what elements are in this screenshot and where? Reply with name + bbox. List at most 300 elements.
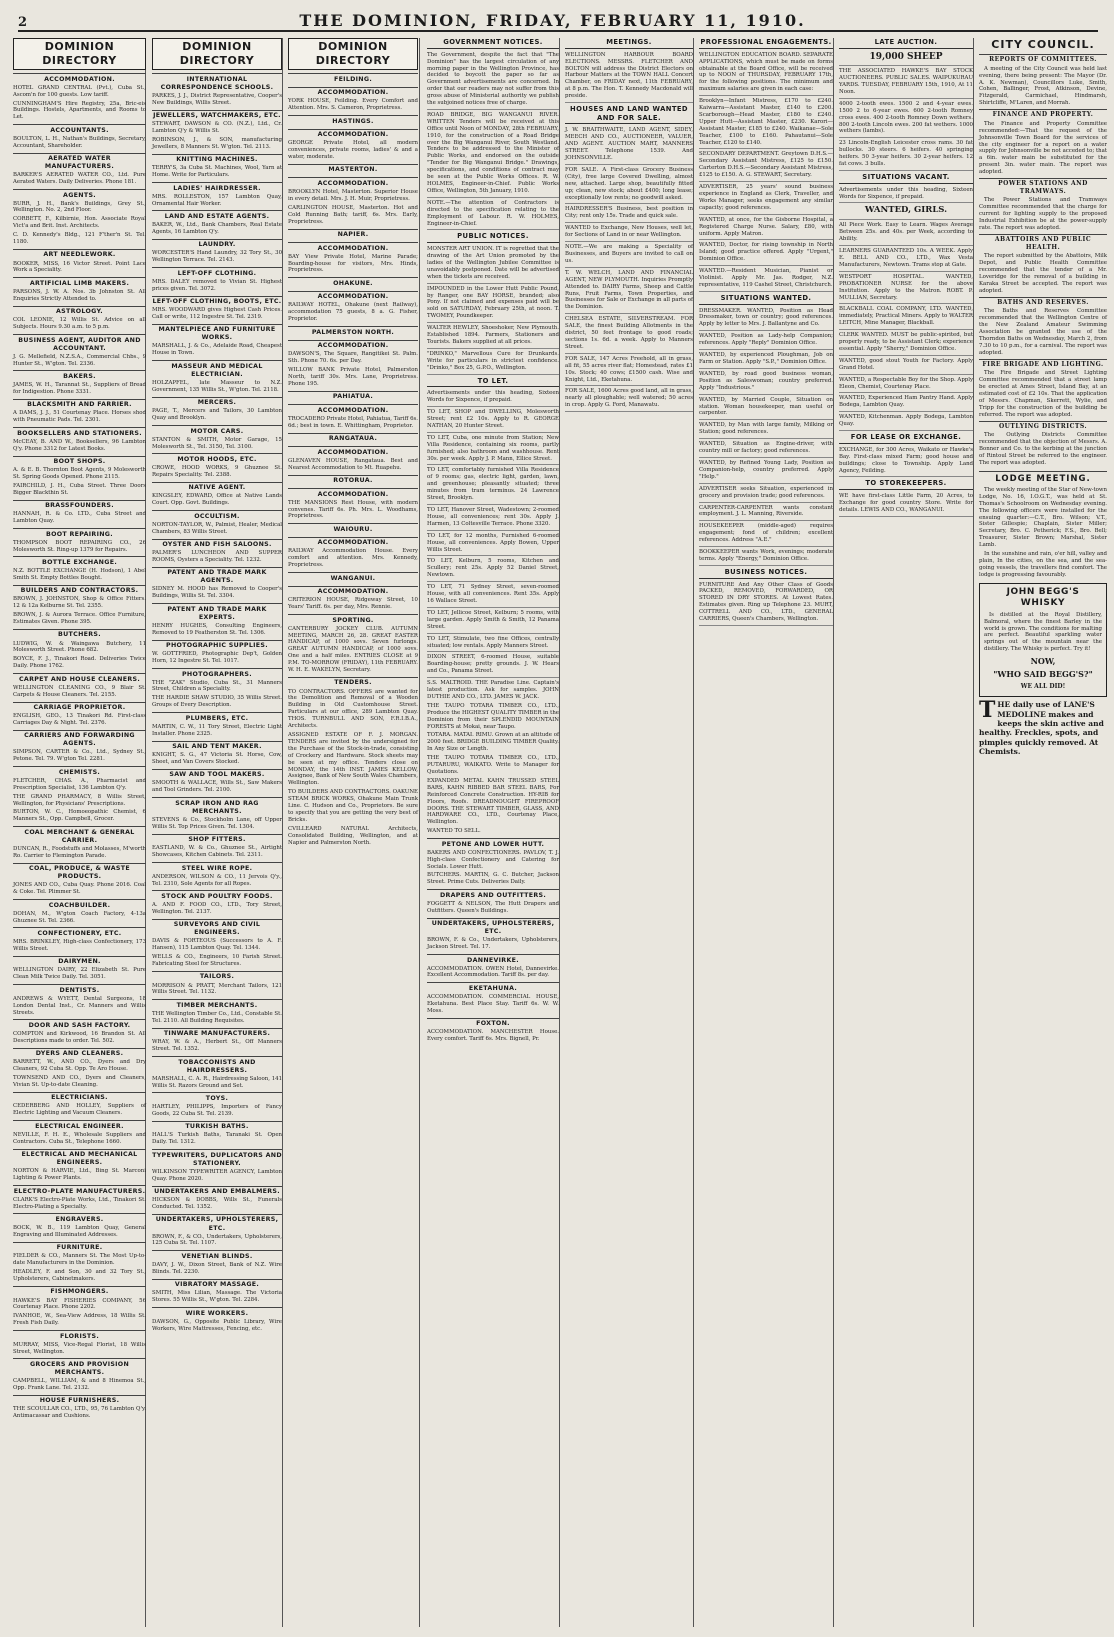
whisky-advertisement xyxy=(979,583,1107,698)
directory-section-heading: ACCOMMODATION. xyxy=(288,446,418,457)
directory-section-heading: ACCOUNTANTS. xyxy=(13,124,146,135)
directory-section-heading: ENGRAVERS. xyxy=(13,1213,146,1224)
directory-section-heading: RANGATAUA. xyxy=(288,433,418,444)
directory-section-heading: BOOT REPAIRING. xyxy=(13,528,146,539)
classified-ad: "DRINKO," Marvellous Cure for Drunkards. Write for particulars in strictest confidence. "Drinko," Box 25, G.P.O., Wellington. xyxy=(427,351,559,375)
directory-listing: HANNAH, R. & Co. LTD., Cuba Street and Lambton Quay. xyxy=(13,511,146,525)
directory-section-heading: MASSEUR AND MEDICAL ELECTRICIAN. xyxy=(152,360,282,379)
classified-ad: WALTER HEWLEY, Shoeshoker, New Plymouth. Established 1894. Farmers, Stationers and Tourists. Bakers supplied at all prices. xyxy=(427,325,559,349)
directory-listing: BROWN, F., & CO., Undertakers, Upholsterers, 125 Cuba St. Tel. 1107. xyxy=(152,1233,282,1247)
directory-listing: SMITH, Miss Lilian, Massage. The Victoria Stores. 55 Willis St., W'gton. Tel. 2284. xyxy=(152,1290,282,1304)
directory-listing: CANTERBURY JOCKEY CLUB. AUTUMN MEETING, MARCH 26, 28. GREAT EASTER HANDICAP, of 1000 sovs. Seven furlongs. GREAT AUTUMN HANDICAP, of 1000 sovs. One and a half miles. ENTRIES CLOSE at 9 P.M. TO-MORROW (FRIDAY), 11th FEBRUARY. W. H. E. WAKELYN, Secretary. xyxy=(288,625,418,674)
situations-vacant-heading: SITUATIONS VACANT. xyxy=(839,173,973,184)
directory-section-heading: ACCOMMODATION. xyxy=(288,537,418,548)
directory-section-heading: LAUNDRY. xyxy=(152,239,282,250)
directory-listing: WELLINGTON CLEANING CO., 9 Blair St. Carpets & House Cleaners. Tel. 2155. xyxy=(13,684,146,698)
directory-section-heading: OYSTER AND FISH SALOONS. xyxy=(152,539,282,550)
directory-listing: HENRY HUGHES, Consulting Engineers, Removed to 19 Featherston St. Tel. 1306. xyxy=(152,622,282,636)
directory-sections xyxy=(152,73,282,1332)
lodge-meeting-title: LODGE MEETING. xyxy=(979,471,1107,485)
directory-listing: CRITERION HOUSE, Ridgeway Street, 10 Years' Tariff. 6s. per day, Mrs. Rennie. xyxy=(288,597,418,611)
directory-sections xyxy=(427,680,559,1043)
classified-ad: HOUSEKEEPER (middle-aged) requires engagement; fond of children; excellent references. Address "A.E." xyxy=(699,523,833,547)
directory-listing: TOTARA. MATAI. RIMU. Grown at an altitude of 2000 feet. BRIDGE BUILDING TIMBER Quality. In Any Size or Length. xyxy=(427,732,559,753)
directory-section-heading: ELECTRO-PLATE MANUFACTURERS. xyxy=(13,1185,146,1196)
directory-listing: BUTCHERS. MARTIN, G. C. Butcher, Jackson Street. Prime Cuts. Deliveries Daily. xyxy=(427,872,559,886)
notices-column xyxy=(424,38,562,1627)
directory-listing: W. GOTTFRIED, Photographic Dep't, Golden Horn, 12 Ingestre St. Tel. 1017. xyxy=(152,651,282,665)
directory-section-heading: CARRIERS AND FORWARDING AGENTS. xyxy=(13,730,146,749)
directory-section-heading: ELECTRICAL AND MECHANICAL ENGINEERS. xyxy=(13,1149,146,1168)
directory-listing: DAVIS & FORTEOUS (Successors to A. F. Hansen), 115 Lambton Quay. Tel. 1344. xyxy=(152,938,282,952)
directory-listing: C. D. Kennedy's Bldg., 121 F'ther'n St. Tel. 1180. xyxy=(13,232,146,246)
whisky-slogan: "WHO SAID BEGG'S?" xyxy=(993,669,1093,680)
classified-ad: BOOKKEEPER wants Work, evenings; moderate terms. Apply "Energy," Dominion Office. xyxy=(699,549,833,566)
classified-ad: FOR SALE, 147 Acres Freehold, all in grass, all fit, 55 acres river flat; Homestead, rates £1 10s. Stock; 40 cows; £1500 cash. Wise and Knight, Ltd., Eketahuna. xyxy=(565,356,693,387)
storekeepers-ad: WE have first-class Little Farm, 20 Acres, to Exchange for good country Store. Write for details. LEWIS AND CO., WANGANUI. xyxy=(839,493,973,517)
directory-section-heading: AERATED WATER MANUFACTURERS. xyxy=(13,153,146,172)
directory-listing: FIELDER & CO., Manners St. The Most Up-to-date Manufacturers in the Dominion. xyxy=(13,1253,146,1267)
classified-ad: WANTED, Situation as Engine-driver, with country mill or factory; good references. xyxy=(699,441,833,458)
professional-heading: PROFESSIONAL ENGAGEMENTS. xyxy=(699,38,833,49)
directory-listing: TO BUILDERS AND CONTRACTORS. OAKUNE STEAM BRICK WORKS, Ohakune Main Trunk Line. C. Hudson and Co., Proprietors. Be sure to specify that you are getting the very best of Bricks. xyxy=(288,789,418,823)
directory-listing: J. G. Mellefield, N.Z.S.A., Commercial Chbs., 9 Hunter St., W'gton. Tel. 2336. xyxy=(13,353,146,367)
directory-section-heading: COAL, PRODUCE, & WASTE PRODUCTS. xyxy=(13,863,146,882)
directory-listing: BARRETT, W., AND CO., Dyers and Dry Cleaners, 92 Cuba St. Opp. Te Aro House. xyxy=(13,1059,146,1073)
city-council-title: CITY COUNCIL. xyxy=(991,38,1095,51)
directory-listing: A DAMS, J. J., 51 Courtenay Place. Horses shod with Pneumatic Pads. Tel. 2301. xyxy=(13,410,146,424)
council-paragraph: The Outlying Districts Committee recommended that the objection of Messrs. A. Bonner and Co. to the kerbing at the junction of Rintoul Street be referred to the engineer. The report was adopted. xyxy=(979,432,1107,467)
city-council-report xyxy=(979,66,1107,467)
directory-title: DOMINION DIRECTORY xyxy=(288,38,418,70)
directory-section-heading: CHEMISTS. xyxy=(13,766,146,777)
directory-listing: ANDREWS & WYETT, Dental Surgeons, 18 London Dental Inst., Cr. Manners and Willis Streets. xyxy=(13,995,146,1016)
directory-listing: GEORGE Private Hotel, all modern conveniences, private rooms, ladies' & and a water, moderate. xyxy=(288,140,418,160)
council-paragraph: The Fire Brigade and Street Lighting Committee recommended that a street lamp be erected at Ames Street, Island Bay, at an estimated cost of £2 10s. That the application of Messrs. Chapman, Skerrett, Wylie, and Tripp for the construction of the building be referred. The report was adopted. xyxy=(979,370,1107,418)
directory-listing: BAY View Private Hotel, Marine Parade; Boarding-house for visitors, Mrs. Hinds, Proprietress. xyxy=(288,253,418,274)
directory-listing: PARKES, J. J., District Representative, Cooper's New Buildings, Willis Street. xyxy=(152,92,282,106)
directory-listing: MARSHALL, C. A. R., Hairdressing Saloon, 141 Willis St. Razors Ground and Set. xyxy=(152,1075,282,1089)
classified-ad: THE ASSOCIATED HAWKE'S BAY STOCK AUCTIONEERS. PUBLIC SALES. WAIPUKURAU YARDS. TUESDAY, FEBRUARY 15th, 1910, At 11 Noon. xyxy=(839,68,973,99)
directory-section-heading: SCRAP IRON AND RAG MERCHANTS. xyxy=(152,797,282,816)
classified-ad: DIXON STREET, 6-roomed House, suitable Boarding-house; pretty grounds. J. W. Hears and Co., Panama Street. xyxy=(427,654,559,678)
directory-listing: DAVY, J. W., Dixon Street, Bank of N.Z. Wire Blinds. Tel. 2230. xyxy=(152,1261,282,1275)
directory-section-heading: PATENT AND TRADE MARK AGENTS. xyxy=(152,567,282,586)
directory-section-heading: NATIVE AGENT. xyxy=(152,482,282,493)
directory-listing: MURRAY, MISS, Vice-Regal Florist, 18 Willis Street, Wellington. xyxy=(13,1341,146,1355)
directory-listing: SIDNEY M. HOOD has Removed to Cooper's Buildings, Willis St. Tel. 3304. xyxy=(152,586,282,600)
classified-ad: EXCHANGE, for 300 Acres, Waikato or Hawke's Bay. First-class mixed Farm; good house and buildings; close to Township. Apply Land Agency, Feilding. xyxy=(839,447,973,478)
directory-listing: THE HARDIE SHAW STUDIO, 35 Willis Street. Groups of Every Description. xyxy=(152,695,282,709)
classified-ad: WELLINGTON HARBOUR BOARD ELECTIONS. MESSRS. FLETCHER AND BOLTON will address the District Electors on Harbour Matters at the TOWN HALL Concert Chamber, on FRIDAY next, 11th FEBRUARY, at 8 p.m. The Hon. T. Kennedy Macdonald will preside. xyxy=(565,52,693,103)
directory-listing: KNIGHT, S. G., 47 Victoria St. Horse, Cow, Sheet, and Van Covers Stocked. xyxy=(152,752,282,766)
directory-listing: CEDERBERG AND HOLLEY, Suppliers of Electric Lighting and Vacuum Cleaners. xyxy=(13,1103,146,1117)
directory-listing: HICKSON & DOBBS, Wills St., Funerals Conducted. Tel. 1352. xyxy=(152,1197,282,1211)
directory-listing: TERRY'S, 3a Cuba St. Machines, Wool, Yarn at Home. Write for Particulars. xyxy=(152,165,282,179)
houses-heading: HOUSES AND LAND WANTED AND FOR SALE. xyxy=(565,105,693,124)
directory-listing: JAMES, W. H., Tarannat St., Suppliers of Bread for Indigestion. Phone 3331. xyxy=(13,382,146,395)
directory-listing: WRAY, W. & A., Herbert St., Off Manners Street. Tel. 1352. xyxy=(152,1039,282,1053)
directory-section-heading: BUSINESS AGENT, AUDITOR AND ACCOUNTANT. xyxy=(13,334,146,353)
directory-listing: DAWSON'S, The Square, Rangitikei St. Palm. Sth. Phone 70. 6s. per Day. xyxy=(288,351,418,365)
directory-listing: PALMER'S LUNCHEON AND SUPPER ROOMS, Oysters a Speciality. Tel. 1232. xyxy=(152,550,282,563)
directory-listing: BROWN, F. & Co., Undertakers, Upholsterers, Jackson Street. Tel. 17. xyxy=(427,937,559,951)
directory-section-heading: LAND AND ESTATE AGENTS. xyxy=(152,210,282,221)
council-subhead: FINANCE AND PROPERTY. xyxy=(979,109,1107,119)
directory-listing: WORCESTER'S Hand Laundry, 32 Tory St., 30 Wellington Terrace. Tel. 2143. xyxy=(152,250,282,264)
directory-section-heading: ELECTRICAL ENGINEER. xyxy=(13,1120,146,1131)
classified-ad: WESTPORT HOSPITAL. WANTED, PROBATIONER NURSE for the above Institution. Apply to the Matron. ROBT. P. MULLIAN, Secretary. xyxy=(839,274,973,305)
government-notices-heading: GOVERNMENT NOTICES. xyxy=(427,38,559,49)
directory-listing: HAWKE'S BAY FISHERIES COMPANY, 56 Courtenay Place. Phone 2202. xyxy=(13,1297,146,1311)
directory-listing: HALL'S Turkish Baths, Taranaki St. Open Daily. Tel. 1312. xyxy=(152,1132,282,1146)
directory-section-heading: ACCOMMODATION. xyxy=(288,291,418,302)
classified-ad: WANTED, a Respectable Boy for the Shop. Apply Eleon, Chemist, Courtenay Place. xyxy=(839,377,973,394)
exchange-list xyxy=(839,447,973,478)
directory-listing: ACCOMMODATION. MANCHESTER House. Every comfort. Tariff 6s. Mrs. Bignell, Pr. xyxy=(427,1029,559,1043)
directory-listing: McCEAY, B. AND W., Booksellers, 96 Lambton Q'y. Phone 3312 for Latest Books. xyxy=(13,438,146,452)
directory-listing: BROWN, J. JOHNSTON, Shop & Office Fitters. 12 & 12a Kelburne St. Tel. 2355. xyxy=(13,596,146,610)
directory-listing: NORTON-TAYLOR, W., Palmist, Healer, Medical Chambers, 83 Willis Street. xyxy=(152,521,283,535)
classified-ad: TO LET, for 12 months, Furnished 6-roomed House, all conveniences. Apply Bowen, Upper Willis Street. xyxy=(427,533,559,557)
directory-listing: MRS. WOODWARD gives Highest Cash Prices. Call or write, 112 Ingestre St. Tel. 2319. xyxy=(152,307,282,320)
directory-listing: STEVENS & Co., Stockholm Lane, off Upper Willis St. Top Prices Given. Tel. 1304. xyxy=(152,816,282,830)
classified-ad: NOTE.—We are making a Speciality of Businesses, and Buyers are invited to call on us. xyxy=(565,244,693,268)
directory-section-heading: WAIOURU. xyxy=(288,523,418,534)
directory-listing: FOGGETT & NELSON, The Hutt Drapers and Outfitters. Queen's Buildings. xyxy=(427,900,559,914)
city-council-column xyxy=(976,38,1110,1627)
classified-ad: TO LET, Kelburn, 5 rooms, Kitchen and Scullery; rent 25s. Apply 52 Daniel Street, Newtown. xyxy=(427,558,559,582)
professional-column xyxy=(696,38,836,1627)
classified-ad: TO LET, SHOP and DWELLING, Molesworth Street; rent £2 10s. Apply to R. GEORGE NATHAN, 20 Hunter Street. xyxy=(427,409,559,433)
directory-listing: CORBETT, F., Kilbirnie, Hon. Associate Royal Vict'a and Brit. Inst. Architects. xyxy=(13,216,146,230)
classified-ad: TO LET, 71 Sydney Street, seven-roomed House, with all conveniences. Rent 35s. Apply 16 Wallace Street. xyxy=(427,584,559,608)
directory-listing: STANTON & SMITH, Motor Garage, 15 Molesworth St., Tel. 3150, Tel. 3100. xyxy=(152,436,282,450)
classified-ad: ADVERTISER seeks Situation, experienced in grocery and provision trade; good references. xyxy=(699,486,833,503)
directory-section-heading: CARPET AND HOUSE CLEANERS. xyxy=(13,673,146,684)
directory-section-heading: OHAKUNE. xyxy=(288,277,418,288)
directory-section-heading: TOBACCONISTS AND HAIRDRESSERS. xyxy=(152,1056,282,1075)
directory-section-heading: COAL MERCHANT & GENERAL CARRIER. xyxy=(13,826,146,845)
directory-section-heading: TURKISH BATHS. xyxy=(152,1121,282,1132)
directory-listing: THE SCOULLAR CO., LTD., 95, 76 Lambton Q'y. Antimacassar and Cushions. xyxy=(13,1406,146,1420)
directory-listing: TO CONTRACTORS. OFFERS are wanted for the Demolition and Removal of a Wooden Building in Old Customhouse Street. Particulars at our office, 289 Lambton Quay. THOS. TURNBULL AND SON, F.R.I.B.A., Architects. xyxy=(288,688,418,730)
directory-section-heading: DANNEVIRKE. xyxy=(427,954,559,965)
directory-listing: FLETCHER, CHAS. A., Pharmacist and Prescription Specialist, 136 Lambton Q'y. xyxy=(13,777,146,791)
directory-section-heading: FEILDING. xyxy=(288,73,418,84)
drop-cap: T xyxy=(979,697,996,724)
directory-section-heading: CONFECTIONERY, ETC. xyxy=(13,927,146,938)
sheep-count: 19,000 SHEEP xyxy=(869,51,943,62)
classified-ad: CHELSEA ESTATE, SILVERSTREAM. FOR SALE, the finest Building Allotments in the district, 50 feet frontage to good roads; sections 1s. 6d. a week. Apply to Manners Street. xyxy=(565,316,693,354)
council-paragraph: A meeting of the City Council was held last evening, there being present: The Mayor (Dr. A. K. Newman), Councillors Luke, Smith, Cohen, Ballinger, Frost, Atkinson, Devine, Fitzgerald, Carmichael, Hindmarsh, Shirtcliffe, M'Laren, and Morrah. xyxy=(979,65,1107,107)
classified-ad: WELLINGTON EDUCATION BOARD. SEPARATE APPLICATIONS, which must be made on forms obtainable at the Board Office, will be received up to NOON of THURSDAY, FEBRUARY 17th, for the following positions. The minimum and maximum salaries are given in each case: xyxy=(699,52,833,96)
government-notices xyxy=(427,52,559,231)
directory-section-heading: NAPIER. xyxy=(288,229,418,240)
directory-listing: JONES AND CO., Cuba Quay. Phone 2016. Coal & Coke. Tel. Plimmer St. xyxy=(13,882,146,896)
directory-listing: ROBINSON, J., & SON, manufacturing Jewellers, 8 Manners St. W'gton. Tel. 2113. xyxy=(152,136,282,150)
classified-ad: TO LET, Jellicoe Street, Kelburn; 5 rooms, with large garden. Apply Smith & Smith, 12 Panama Street. xyxy=(427,610,559,634)
classified-ad: CARPENTER-CARPENTER wants constant employment. J. L. Manning, Riverside. xyxy=(699,505,833,522)
directory-section-heading: LEFT-OFF CLOTHING. xyxy=(152,267,282,278)
directory-listing: WANTED TO SELL. xyxy=(427,828,481,835)
storekeepers-heading: TO STOREKEEPERS. xyxy=(839,479,973,490)
directory-section-heading: PATENT AND TRADE MARK EXPERTS. xyxy=(152,603,282,622)
directory-section-heading: FOXTON. xyxy=(427,1018,559,1029)
directory-section-heading: ACCOMMODATION. xyxy=(13,73,146,84)
city-council-subtitle: REPORTS OF COMMITTEES. xyxy=(979,54,1107,64)
classified-ad: ADVERTISER, 25 years' sound business experience in England as Clerk, Traveller, and Works Manager, seeks engagement any similar capacity; good references. xyxy=(699,184,833,215)
classified-ad: WANTED, Position as Lady-help Companion; references. Apply "Reply" Dominion Office. xyxy=(699,333,833,350)
directory-section-heading: ACCOMMODATION. xyxy=(288,340,418,351)
directory-section-heading: ACCOMMODATION. xyxy=(288,177,418,188)
directory-section-heading: ACCOMMODATION. xyxy=(288,242,418,253)
lodge-paragraph: The weekly meeting of the Star of New-town Lodge, No. 16, I.O.G.T., was held at St. Thomas's Schoolroom on Wednesday evening. The following officers were installed for the ensuing quarter:—C.T., Bro. Wilson; V.T., Sister Gillespie; Chaplain, Sister Miller; Secretary, Bro. C. Petherick; F.S., Bro. Bell; Treasurer, Sister Brown; Marshal, Sister Lamb. xyxy=(979,486,1107,549)
directory-listing: CLARK'S Electro-Plate Works, Ltd., Tinakori St. Electro-Plating a Specialty. xyxy=(13,1196,146,1210)
directory-listing: CROWE, HOOD WORKS, 9 Ghuznee St. Repairs Speciality. Tel. 2388. xyxy=(152,464,282,478)
classified-ad: WANTED, Doctor, for rising township in North Island; good practice offered. Apply "Urgent," Dominion Office. xyxy=(699,242,833,266)
whisky-now: NOW, xyxy=(1030,656,1056,667)
classified-ad: DRESSMAKER. WANTED, Position as Head Dressmaker, town or country; good references. Apply by letter to Mrs. J. Ballantyne and Co. xyxy=(699,308,833,332)
directory-section-heading: PETONE AND LOWER HUTT. xyxy=(427,838,559,849)
directory-section-heading: DOOR AND SASH FACTORY. xyxy=(13,1019,146,1030)
to-let-list xyxy=(427,409,559,678)
directory-listing: A. & E. B. Thornton Boot Agents, 9 Molesworth St. Spring Goods Opened. Phone 2115. xyxy=(13,467,146,480)
classified-ad: WANTED, good stout Youth for Factory. Apply Grand Hotel. xyxy=(839,358,973,375)
classified-ad: FOR SALE, 1600 Acres good land, all in grass, nearly all ploughable; well watered; 50 acres in crop. Apply G. Ford, Manawatu. xyxy=(565,388,693,412)
classified-ad: LEARNERS GUARANTEED 10s. A WEEK. Apply E. BELL AND CO., LTD., Wax Vesta Manufacturers, Newtown. Trams stop at Gate. xyxy=(839,248,973,272)
directory-listing: TOWNSEND AND CO., Dyers and Cleaners, Vivian St. Up-to-date Cleaning. xyxy=(13,1075,146,1089)
directory-section-heading: FLORISTS. xyxy=(13,1330,146,1341)
directory-listing: HEADLEY, F. and Son, 30 and 32 Tory St., Upholsterers, Cabinetmakers. xyxy=(13,1269,146,1283)
classified-ad: FOR SALE. A First-class Grocery Business (City), free large Covered Dwelling, almost new, attached. Large shop, beautifully fitted up; clean, new stock; about £400; long lease; exceptionally low rents; no goodwill asked. xyxy=(565,167,693,205)
directory-section-heading: TAILORS. xyxy=(152,971,282,982)
classified-ad: 4000 2-tooth ewes. 1500 2 and 4-year ewes. 1500 2 to 6-year ewes. 600 2-tooth Romney cross ewes. 400 2-tooth Romney Down wethers. 800 2-tooth Lincoln ewes. 200 fat wethers. 1000 wethers (lambs). xyxy=(839,101,973,139)
directory-listing: EASTLAND, W. & Co., Ghuznee St., Airtight Showcases, Kitchen Cabinets. Tel. 2311. xyxy=(152,845,282,859)
directory-listing: THE "ZAK" Studio, Cuba St., 31 Manners Street, Children a Speciality. xyxy=(152,679,282,693)
directory-listing: BOCK, W. B., 119 Lambton Quay, General Engraving and Illuminated Addresses. xyxy=(13,1224,146,1238)
directory-section-heading: VENETIAN BLINDS. xyxy=(152,1250,282,1261)
directory-listing: CUNNINGHAM'S Hire Registry, 25a, Bric-eis Buildings. Hostels, Apartments, and Rooms to Let. xyxy=(13,100,146,121)
directory-listing: WELLINGTON DAIRY, 22 Elizabeth St. Pure Clean Milk Twice Daily. Tel. 3051. xyxy=(13,967,146,981)
to-let-intro: Advertisements under this heading, Sixteen Words for Sixpence, if prepaid. xyxy=(427,390,559,407)
classified-ad: WANTED to Exchange, New Houses, well let, for Sections of Land in or near Wellington. xyxy=(565,225,693,242)
directory-listing: DOHAN, M., W'gton Coach Factory, 4-13a Ghuznee St. Tel. 2366. xyxy=(13,910,146,924)
directory-section-heading: ACCOMMODATION. xyxy=(288,87,418,98)
council-subhead: BATHS AND RESERVES. xyxy=(979,297,1107,307)
directory-section-heading: SAIL AND TENT MAKER. xyxy=(152,741,282,752)
directory-listing: STEWART, DAWSON & CO. (N.Z.), Ltd., Cr. Lambton Q'y & Willis St. xyxy=(152,121,282,135)
directory-title: DOMINION DIRECTORY xyxy=(13,38,146,70)
directory-section-heading: DENTISTS. xyxy=(13,984,146,995)
directory-listing: ACCOMMODATION. COMMERCIAL HOUSE, Eketahuna. Best Place Stay. Tariff 6s. W. W. Moss. xyxy=(427,993,559,1014)
classified-ad: The Government, despite the fact that "The Dominion" has the largest circulation of any morning paper in the Wellington Province, has decided to boycott the paper so far as Government advertisements are concerned. In order that our readers may not suffer from this gross abuse of Ministerial authority we publish the subjoined notices free of charge. xyxy=(427,52,559,110)
business-notices-list xyxy=(699,582,833,626)
directory-section-heading: DAIRYMEN. xyxy=(13,956,146,967)
directory-listing: YORK HOUSE, Feilding. Every Comfort and Attention. Mrs. S. Cameron, Proprietress. xyxy=(288,98,418,112)
classified-ad: TO LET, Cuba, one minute from Station; New Villa Residence, containing six rooms, partly furnished; also bathroom and washhouse. Rent 30s. per week. Apply J. P. Mann, Ellice Street. xyxy=(427,435,559,466)
directory-section-heading: BUTCHERS. xyxy=(13,629,146,640)
directory-listing: DUNCAN, R., Foodstuffs and Molasses, M'worth Ro. Carrier to Flemington Parade. xyxy=(13,845,146,859)
directory-listing: THE TAUPO TOTARA TIMBER CO., LTD., PUTARURU, WAIKATO. Write to Manager for Quotations. xyxy=(427,755,559,775)
meetings-heading: MEETINGS. xyxy=(565,38,693,49)
directory-section-heading: ARTIFICIAL LIMB MAKERS. xyxy=(13,277,146,288)
classified-ad: CLERK WANTED. MUST be public-spirited, but properly ready, to be Assistant Clerk; experience essential. Apply "Sherry," Dominion Office. xyxy=(839,332,973,356)
directory-section-heading: BLACKSMITH AND FARRIER. xyxy=(13,399,146,410)
directory-listing: TROCADERO Private Hotel, Pahiatua, Tariff 6s. 6d.; best in town. E. Whittingham, Proprietor. xyxy=(288,415,418,429)
directory-section-heading: ACCOMMODATION. xyxy=(288,129,418,140)
directory-listing: WILLOW BANK Private Hotel, Palmerston North, tariff 30s. Mrs. Lane, Proprietress. Phone 195. xyxy=(288,367,418,387)
directory-section-heading: HOUSE FURNISHERS. xyxy=(13,1395,146,1406)
public-notices-heading: PUBLIC NOTICES. xyxy=(427,232,559,243)
directory-section-heading: TENDERS. xyxy=(288,677,418,688)
meetings-column xyxy=(562,38,696,1627)
directory-listing: BOYCE, F. J., Tinakori Road. Deliveries Twice Daily. Phone 1762. xyxy=(13,656,146,670)
situations-vacant-intro: Advertisements under this heading, Sixteen Words for Sixpence, if prepaid. xyxy=(839,187,973,204)
directory-sections xyxy=(288,73,418,846)
directory-section-heading: INTERNATIONAL CORRESPONDENCE SCHOOLS. xyxy=(152,73,282,92)
public-notices xyxy=(427,246,559,375)
directory-section-heading: KNITTING MACHINES. xyxy=(152,154,282,165)
directory-section-heading: TIMBER MERCHANTS. xyxy=(152,999,282,1010)
directory-listing: S.S. MALTROID. THE Paradise Line. Captain's latest production. Ask for samples. JOHN DUTHIE AND CO., LTD. JAMES W. JACK. xyxy=(427,680,559,700)
directory-listing: THE GRAND PHARMACY, 8 Willis Street, Wellington, for Physicians' Prescriptions. xyxy=(13,793,146,807)
directory-listing: BURR, J. H., Bank's Buildings, Grey St., Wellington. No. 2, 2nd Floor. xyxy=(13,200,146,214)
directory-listing: A. AND F. FOOD CO., LTD., Tory Street, Wellington. Tel. 2137. xyxy=(152,901,282,915)
directory-listing: MARSHALL, J. & Co., Adelaide Road, Cheapest House in Town. xyxy=(152,343,282,357)
directory-section-heading: SAW AND TOOL MAKERS. xyxy=(152,769,282,780)
directory-listing: RAILWAY Accommodation House. Every comfort and attention. Mrs. Kennedy, Proprietress. xyxy=(288,548,418,569)
classified-ad: IMPOUNDED in the Lower Hutt Public Pound, by Ranger, one BAY HORSE, branded; also Pony. If not claimed and expenses paid will be sold on SATURDAY, February 25th, at noon. T. TWOMEY, Poundkeeper. xyxy=(427,286,559,324)
directory-listing: BROWN, J. & Aurora Terrace. Office Furniture, Estimates Given. Phone 395. xyxy=(13,612,146,626)
classified-ad: WANTED, Kitchenman. Apply Bodega, Lambton Quay. xyxy=(839,414,973,431)
directory-listing: CARLINGTON HOUSE, Masterton. Hot and Cold Running Bath; tariff, 6s. Mrs. Early, Proprietress. xyxy=(288,204,418,225)
directory-listing: ANDERSON, WILSON & CO., 11 Jervois Q'y., Tel. 2310, Sole Agents for all Ropes. xyxy=(152,873,282,887)
directory-listing: GLENAVEN HOUSE, Rangataua. Best and Nearest Accommodation to Mt. Ruapehu. xyxy=(288,457,418,471)
whisky-body: Is distilled at the Royal Distillery, Balmoral, where the finest Barley in the world is grown. The conditions for malting are perfect. Beautiful sparkling water springs out of the mountain near the distillery. The Whisky is perfect. Try it! xyxy=(984,611,1102,653)
classified-ad: All Piece Work. Easy to Learn. Wages Average Between 25s. and 40s. per Week, according to Ability. xyxy=(839,222,973,246)
directory-section-heading: LADIES' HAIRDRESSER. xyxy=(152,182,282,193)
classified-ad: 23 Lincoln-English Leicester cross rams. 30 fat bullocks. 30 steers. 6 heifers. 40 springing heifers. 50 3-year heifers. 30 2-year heifers. 12 fat cows. 3 bulls. xyxy=(839,140,973,171)
auction-list xyxy=(839,68,973,171)
lanes-text: HE daily use of LANE'S MEDOLINE makes and keeps the skin active and healthy. Freckles, spots, and pimples quickly removed. At Chemists. xyxy=(979,700,1104,757)
directory-listing: THE TAUPO TOTARA TIMBER CO., LTD., Produce the HIGHEST QUALITY TIMBER in the Dominion from their SPLENDID MOUNTAIN FORESTS at Mokai, near Taupo. xyxy=(427,702,559,730)
masthead xyxy=(18,8,1098,32)
directory-listing: MRS. BRINKLEY, High-class Confectionery, 173 Willis Street. xyxy=(13,938,146,952)
directory-section-heading: MASTERTON. xyxy=(288,164,418,175)
late-auction-heading: LATE AUCTION. xyxy=(839,38,973,49)
directory-listing: THE Wellington Timber Co., Ltd., Constable St. Tel. 2110. All Building Requisites. xyxy=(152,1010,282,1024)
directory-section-heading: FISHMONGERS. xyxy=(13,1286,146,1297)
directory-section-heading: CARRIAGE PROPRIETOR. xyxy=(13,702,146,713)
directory-section-heading: FURNITURE. xyxy=(13,1242,146,1253)
directory-section-heading: PAHIATUA. xyxy=(288,391,418,402)
directory-listing: PARSONS, J. W. A. Nos. 3b Johnston St. All Enquiries Strictly Attended to. xyxy=(13,288,146,302)
council-paragraph: The Baths and Reserves Committee recommended that the Wellington Centre of the New Zealand Amateur Swimming Association be granted the use of the Thorndon Baths on Wednesday, March 2, from 7.30 to 10 p.m., for a carnival. The report was adopted. xyxy=(979,308,1107,356)
directory-section-heading: PHOTOGRAPHIC SUPPLIES. xyxy=(152,640,282,651)
directory-sections xyxy=(13,73,146,1420)
directory-listing: COMPTON and Kirkwood, 16 Brandon St. All Descriptions made to order. Tel. 502. xyxy=(13,1030,146,1044)
classified-ad: FURNITURE And Any Other Class of Goods PACKED, REMOVED, FORWARDED, OR STORED IN DRY STORES. At Lowest Rates. Estimates given. Ring up Telephone 23. MURT, COTTRELL AND CO., LTD., GENERAL CARRIERS, Queen's Chambers, Wellington. xyxy=(699,582,833,626)
situations-wanted-heading: SITUATIONS WANTED. xyxy=(699,294,833,305)
directory-section-heading: GROCERS AND PROVISION MERCHANTS. xyxy=(13,1358,146,1377)
auction-column xyxy=(836,38,976,1627)
directory-section-heading: BOTTLE EXCHANGE. xyxy=(13,556,146,567)
directory-listing: LUDWIG, W. & Waingawa Butchery, 11 Molesworth Street. Phone 682. xyxy=(13,640,146,654)
directory-section-heading: MERCERS. xyxy=(152,397,282,408)
classified-ad: Brooklyn—Infant Mistress, £170 to £240. Kaiwarra—Assistant Master, £140 to £200. Scarborough—Head Master, £180 to £240. Upper Hutt—Assistant Master, £230. Karori—Assistant Master, £185 to £240. Waikanae—Sole Teacher, £100 to £160. Pahautanui—Sole Teacher, £120 to £140. xyxy=(699,98,833,149)
whisky-slogan-answer: WE ALL DID! xyxy=(1020,682,1066,690)
lanes-medoline-advertisement xyxy=(979,697,1107,757)
directory-section-heading: ACCOMMODATION. xyxy=(288,586,418,597)
directory-listing: BROOKLYN Hotel, Masterton. Superior House in every detail. Mrs. J. H. Muir, Proprietress. xyxy=(288,188,418,202)
to-let-heading: TO LET. xyxy=(427,377,559,388)
directory-listing: BOULTON, L. H., Nathan's Buildings, Secretary, Accountant, Shareholder. xyxy=(13,135,146,149)
directory-section-heading: PHOTOGRAPHERS. xyxy=(152,668,282,679)
directory-listing: HOTEL GRAND CENTRAL (Pvt.), Cuba St., Ascom'n for 100 guests. Low tariff. xyxy=(13,84,146,98)
council-subhead: FIRE BRIGADE AND LIGHTING. xyxy=(979,359,1107,369)
directory-listing: ACCOMMODATION. OWEN Hotel, Dannevirke. Excellent Accommodation. Tariff 8s. per day. xyxy=(427,965,559,979)
directory-section-heading: BAKERS. xyxy=(13,370,146,381)
directory-section-heading: SURVEYORS AND CIVIL ENGINEERS. xyxy=(152,919,282,938)
directory-section-heading: MOTOR CARS. xyxy=(152,425,282,436)
directory-listing: THE MANSIONS Rest House, with modern convenes. Tariff 6s. Ph. Mrs. L. Woodhams, Proprietress. xyxy=(288,499,418,520)
directory-listing: CVILLEARD NATURAL Architects, Consolidated Building, Wellington, and at Napier and Palmerston North. xyxy=(288,825,418,846)
directory-section-heading: UNDERTAKERS AND EMBALMERS. xyxy=(152,1186,282,1197)
directory-listing: MRS. ROLLESTON, 157 Lambton Quay, Ornamental Hair Worker. xyxy=(152,193,282,207)
directory-section-heading: ART NEEDLEWORK. xyxy=(13,249,146,260)
directory-listing: BOOKER, MISS, 16 Victor Street. Point Lace Work a Speciality. xyxy=(13,260,146,274)
classified-ad: WANTED, at once, for the Gisborne Hospital, a Registered Charge Nurse. Salary, £80, with uniform. Apply Matron. xyxy=(699,217,833,241)
whisky-title: JOHN BEGG'S WHISKY xyxy=(1006,586,1080,609)
classified-ad: WANTED, by Refined Young Lady, Position as Companion-help, country preferred. Apply "Help." xyxy=(699,460,833,484)
for-sale-list xyxy=(565,167,693,412)
directory-section-heading: ASTROLOGY. xyxy=(13,306,146,317)
directory-section-heading: AGENTS. xyxy=(13,189,146,200)
directory-listing: NORTON & HARVIE, Ltd., Bing St. Marconi Lighting & Power Plants. xyxy=(13,1168,146,1182)
directory-section-heading: TINWARE MANUFACTURERS. xyxy=(152,1028,282,1039)
directory-listing: MARTIN, C. W., 11 Tory Street, Electric Light Installer. Phone 2325. xyxy=(152,723,282,737)
directory-listing: N.Z. BOTTLE EXCHANGE (H. Hodson), 1 Abel Smith St. Empty Bottles Bought. xyxy=(13,567,146,581)
directory-listing: BAKER, W., Ltd., Bank Chambers, Real Estate Agents, 16 Lambton Q'y. xyxy=(152,222,282,235)
directory-listing: RAILWAY HOTEL, Ohakune (next Railway), accommodation 75 guests, 8 a. G. Fisher, Proprietor. xyxy=(288,302,418,323)
directory-section-heading: EKETAHUNA. xyxy=(427,982,559,993)
directory-section-heading: BOOKSELLERS AND STATIONERS. xyxy=(13,427,146,438)
directory-section-heading: COACHBUILDER. xyxy=(13,899,146,910)
meetings-list xyxy=(565,52,693,103)
classified-ad: BLACKBALL COAL COMPANY, LTD. WANTED, immediately, Practical Miners. Apply to WALTER LEITCH, Mine Manager, Blackball. xyxy=(839,306,973,330)
directory-listing: HARTLEY, PHILIPPS, Importers of Fancy Goods, 22 Cuba St. Tel. 2139. xyxy=(152,1104,282,1117)
directory-listing: WILKINSON TYPEWRITER AGENCY, Lambton Quay. Phone 2020. xyxy=(152,1168,282,1182)
directory-column-1 xyxy=(10,38,149,1627)
directory-section-heading: DYERS AND CLEANERS. xyxy=(13,1048,146,1059)
directory-section-heading: BOOT SHOPS. xyxy=(13,456,146,467)
wanted-girls-title: WANTED, GIRLS. xyxy=(864,205,948,216)
classified-ad: WANTED, by Man with large family, Milking or Station; good references. xyxy=(699,422,833,439)
council-paragraph: The report submitted by the Abattoirs, Milk Depot, and Public Health Committee recommended that the tender of a Mr. Loveridge for the removal of a building in Karaka Street be accepted. The report was adopted. xyxy=(979,253,1107,294)
directory-section-heading: ACCOMMODATION. xyxy=(288,404,418,415)
directory-section-heading: DRAPERS AND OUTFITTERS. xyxy=(427,889,559,900)
directory-section-heading: HASTINGS. xyxy=(288,115,418,126)
directory-listing: ASSIGNED ESTATE OF F. J. MORGAN. TENDERS are invited by the undersigned for the Purchase of the Stock-in-trade, consisting of Crockery and Hardware. Stock sheets may be seen at my office. Tenders close on MONDAY, the 14th INST. JAMES KELLOW, Assignee, Bank of New South Wales Chambers, Wellington. xyxy=(288,731,418,787)
classified-ad: WANTED, by Married Couple, Situation on station. Woman housekeeper, man useful or carpenter. xyxy=(699,397,833,421)
newspaper-title: THE DOMINION, FRIDAY, FEBRUARY 11, 1910. xyxy=(299,11,806,30)
directory-section-heading: TYPEWRITERS, DUPLICATORS AND STATIONERY. xyxy=(152,1149,282,1168)
exchange-heading: FOR LEASE OR EXCHANGE. xyxy=(839,433,973,444)
council-paragraph: The Finance and Property Committee recommended:—That the request of the Johnsonville Town Board for the services of the city engineer for a report on a water supply for Johnsonville be not acceded to; that a 6in. water main be substituted for the present 3in. water main. The report was adopted. xyxy=(979,120,1107,176)
directory-listing: HOLZAPFEL, late Masseur to N.Z. Government, 135 Willis St., W'gton. Tel. 2118. xyxy=(152,379,282,393)
directory-listing: BAKERS AND CONFECTIONERS. PAVLOV, T. J. High-class Confectionery and Catering for Socials. Lower Hutt. xyxy=(427,849,559,870)
